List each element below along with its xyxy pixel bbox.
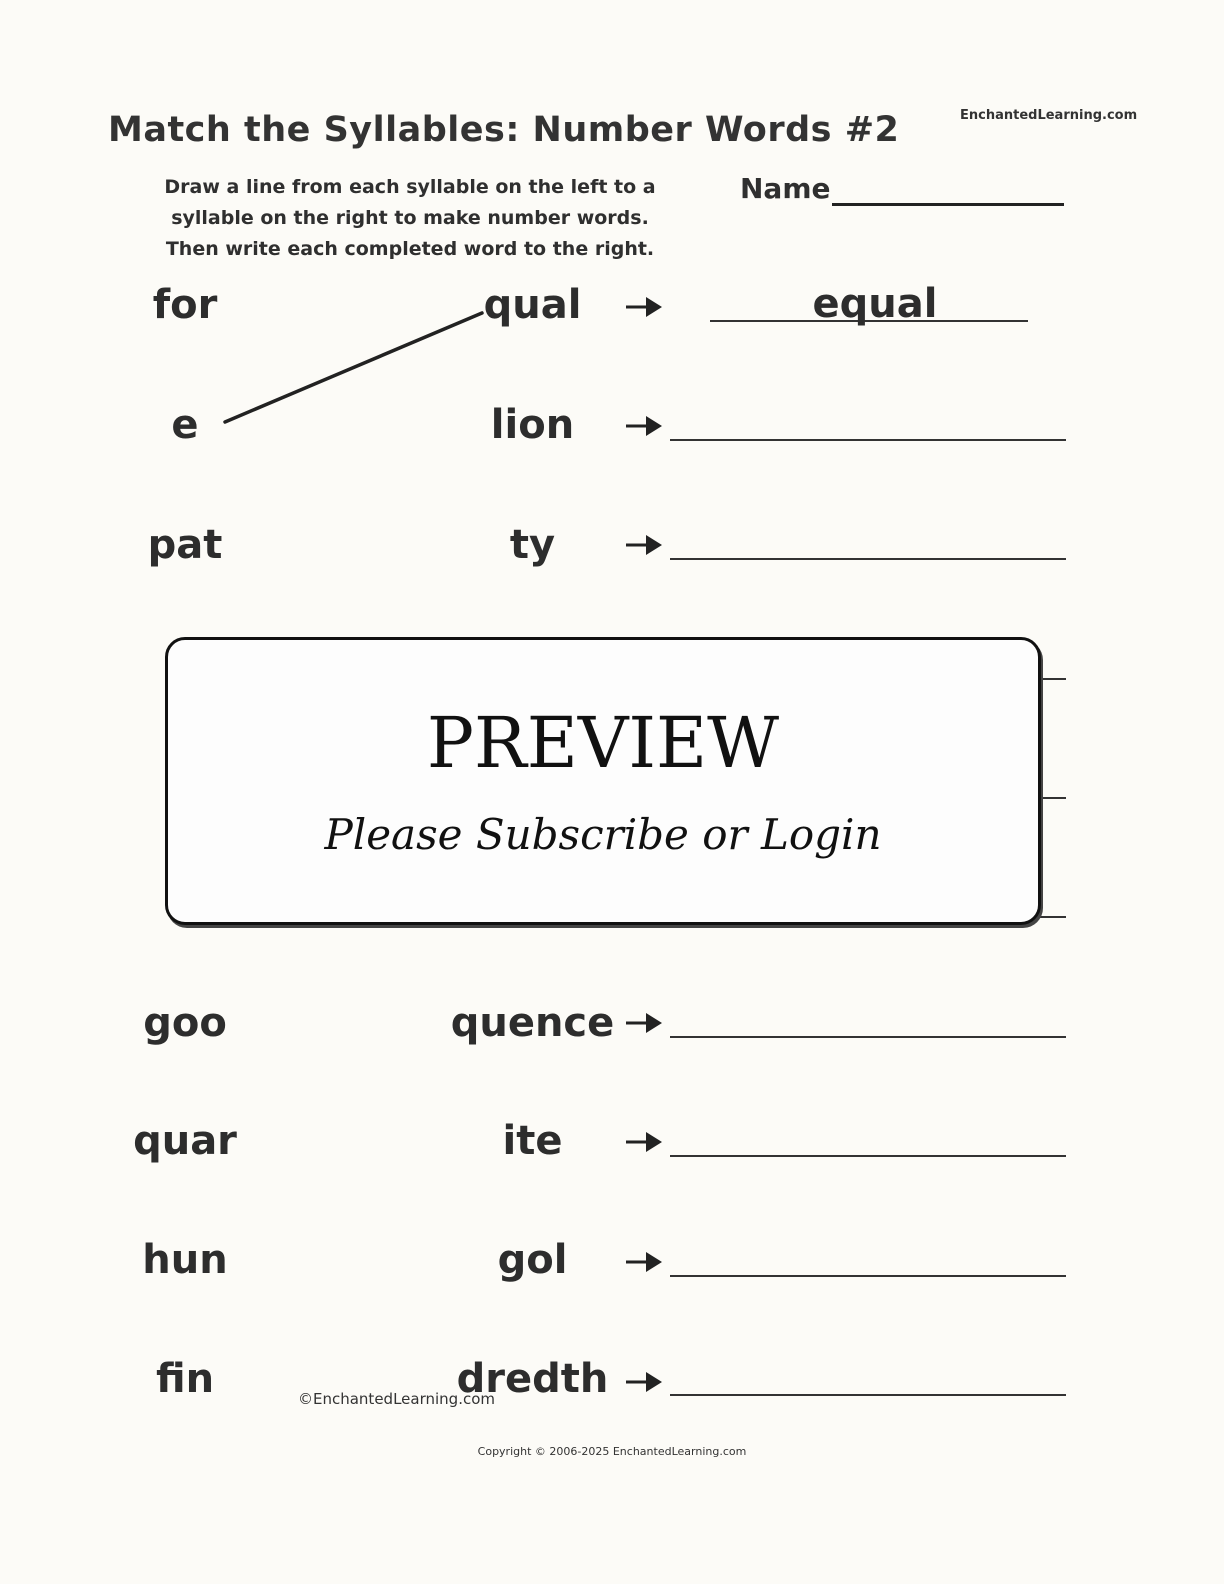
arrow-right-icon: [624, 1367, 664, 1397]
subscribe-login-prompt[interactable]: Please Subscribe or Login: [324, 810, 882, 859]
left-syllable: quar: [133, 1118, 237, 1164]
instructions-line-3: Then write each completed word to the right.: [165, 238, 655, 260]
answer-line[interactable]: [670, 1036, 1066, 1038]
left-syllable: fin: [155, 1356, 215, 1402]
arrow-right-icon: [624, 292, 664, 322]
copyright-footer: Copyright © 2006-2025 EnchantedLearning.com: [477, 1445, 747, 1458]
right-syllable: ite: [502, 1118, 563, 1164]
left-syllable: pat: [147, 522, 223, 568]
right-syllable: ty: [509, 522, 556, 568]
right-syllable: lion: [490, 402, 575, 448]
arrow-right-icon: [624, 1008, 664, 1038]
answer-line[interactable]: [670, 439, 1066, 441]
answer-example: equal: [812, 281, 938, 327]
page-title: Match the Syllables: Number Words #2: [108, 110, 900, 150]
brand-link[interactable]: EnchantedLearning.com: [960, 108, 1138, 123]
answer-line[interactable]: [670, 1394, 1066, 1396]
watermark: ©EnchantedLearning.com: [298, 1390, 495, 1408]
preview-title: PREVIEW: [426, 702, 780, 784]
name-label: Name: [740, 172, 831, 205]
answer-line[interactable]: [670, 1275, 1066, 1277]
answer-line[interactable]: [670, 558, 1066, 560]
arrow-right-icon: [624, 411, 664, 441]
left-syllable: goo: [143, 1000, 227, 1046]
arrow-right-icon: [624, 1247, 664, 1277]
arrow-right-icon: [624, 1127, 664, 1157]
left-syllable: hun: [142, 1237, 228, 1283]
answer-line[interactable]: [670, 1155, 1066, 1157]
preview-overlay[interactable]: [165, 637, 1041, 925]
right-syllable: quence: [450, 1000, 615, 1046]
arrow-right-icon: [624, 530, 664, 560]
left-syllable: for: [152, 282, 218, 328]
right-syllable: qual: [483, 282, 582, 328]
right-syllable: dredth: [456, 1356, 609, 1402]
instructions-line-1: Draw a line from each syllable on the left to a: [164, 176, 656, 198]
left-syllable: e: [171, 402, 199, 448]
instructions-line-2: syllable on the right to make number words.: [171, 207, 649, 229]
right-syllable: gol: [497, 1237, 568, 1283]
